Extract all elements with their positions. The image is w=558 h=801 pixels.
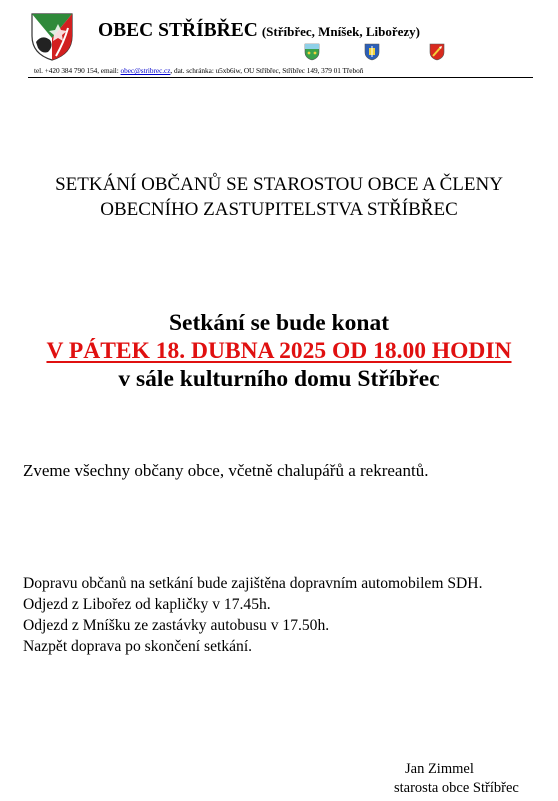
municipality-title [98,20,420,42]
header-divider [28,77,533,78]
meeting-date: V PÁTEK 18. DUBNA 2025 OD 18.00 HODIN [46,338,512,364]
signature-role: starosta obce Stříbřec [394,780,519,796]
municipality-parts: (Stříbřec, Mníšek, Libořezy) [261,24,420,39]
contact-details: , dat. schránka: u5xb6iw, OU Stříbřec, Stříbřec 149, 379 01 Třeboň [170,66,364,75]
email-link[interactable]: obec@stribrec.cz [120,66,171,75]
announcement-title-line-1: SETKÁNÍ OBČANŮ SE STAROSTOU OBCE A ČLENY [55,174,503,195]
announcement-title [0,172,558,222]
municipal-coat-of-arms-icon [30,12,74,62]
contact-line [34,66,363,75]
meeting-intro: Setkání se bude konat [168,310,390,336]
municipality-name: OBEC STŘÍBŘEC [98,20,258,41]
signature-name: Jan Zimmel [405,761,474,777]
invitation-text: Zveme všechny občany obce, včetně chalupářů a rekreantů. [23,461,429,480]
transport-info [23,573,482,657]
transport-line: Nazpět doprava po skončení setkání. [23,638,253,655]
liborezy-emblem-icon [429,43,445,61]
transport-line: Odjezd z Libořez od kapličky v 17.45h. [23,596,271,613]
meeting-venue: v sále kulturního domu Stříbřec [118,366,440,392]
announcement-title-line-2: OBECNÍHO ZASTUPITELSTVA STŘÍBŘEC [100,199,458,220]
meeting-info [0,309,558,393]
stribrec-emblem-icon [304,43,320,61]
contact-phone: tel. +420 384 790 154, email: [34,66,121,75]
transport-line: Dopravu občanů na setkání bude zajištěna dopravním automobilem SDH. [23,575,483,592]
mnisek-emblem-icon [364,43,380,61]
transport-line: Odjezd z Mníšku ze zastávky autobusu v 17.50h. [23,617,330,634]
